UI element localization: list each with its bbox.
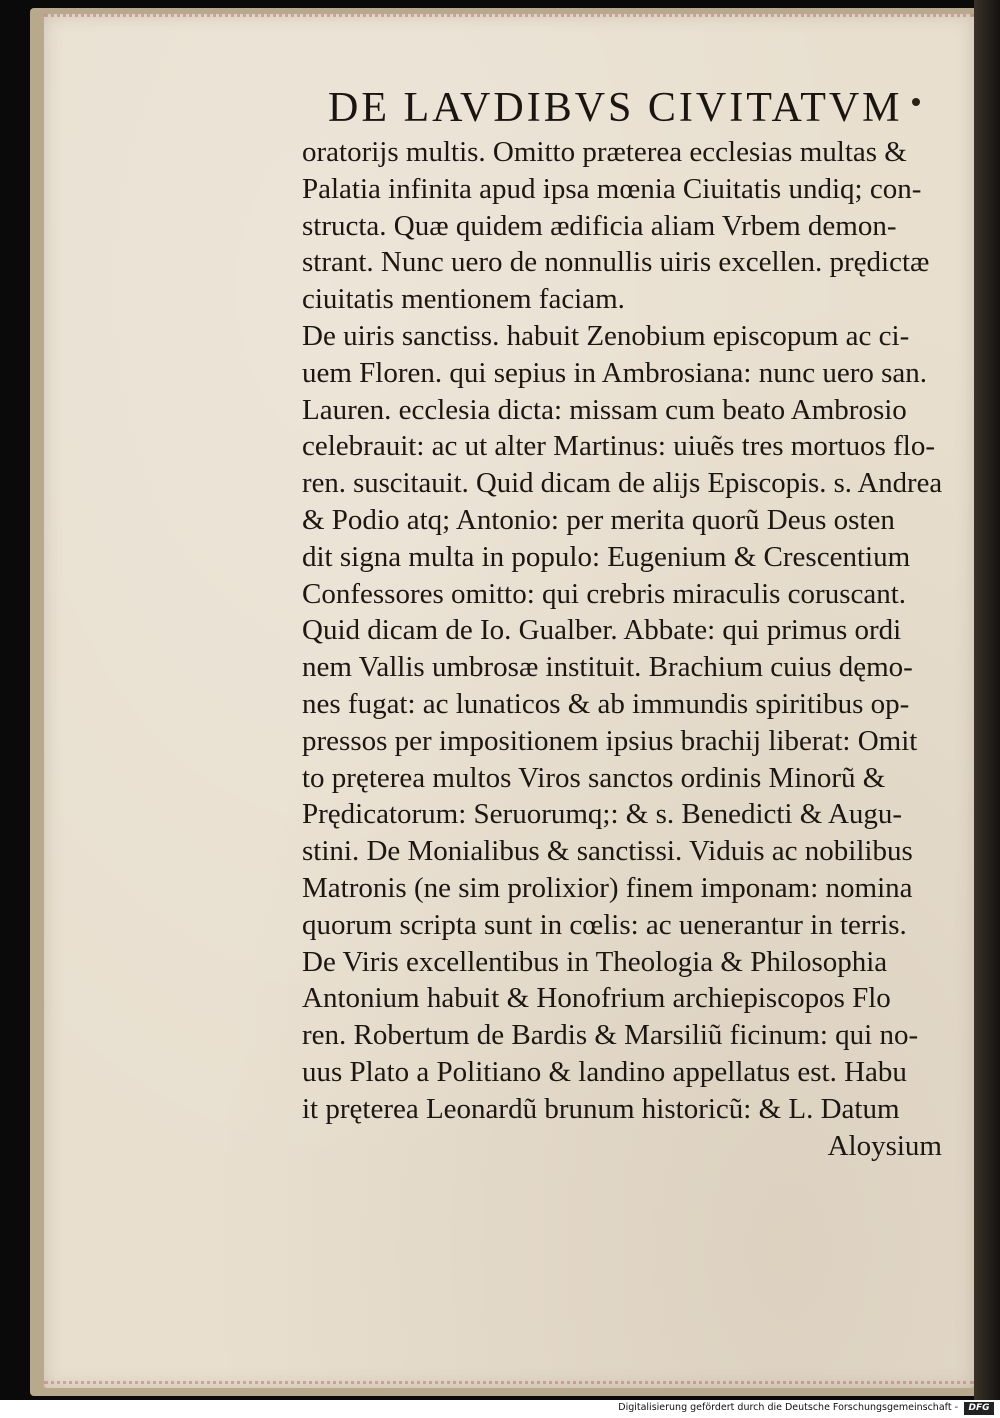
- header-ornament: [912, 98, 920, 106]
- text-line: Quid dicam de Io. Gualber. Abbate: qui primus ordi: [302, 614, 902, 647]
- text-line: celebrauit: ac ut alter Martinus: uiuẽs tres mortuos flo-: [302, 430, 935, 463]
- text-line: & Podio atq; Antonio: per merita quorũ Deus osten: [302, 503, 895, 536]
- text-line: strant. Nunc uero de nonnullis uiris excellen. prędictæ: [302, 246, 930, 279]
- text-line: Lauren. ecclesia dicta: missam cum beato Ambrosio: [302, 393, 907, 426]
- text-line: structa. Quæ quidem ædificia aliam Vrbem demon-: [302, 209, 897, 242]
- text-line: stini. De Monialibus & sanctissi. Viduis ac nobilibus: [302, 835, 913, 868]
- text-line: to pręterea multos Viros sanctos ordinis Minorũ &: [302, 761, 886, 794]
- running-header: DE LAVDIBVS CIVITATVM: [328, 85, 903, 131]
- text-line: ciuitatis mentionem faciam.: [302, 283, 625, 316]
- text-line: pressos per impositionem ipsius brachij liberat: Omit: [302, 724, 918, 757]
- text-line: nem Vallis umbrosæ instituit. Brachium cuius dęmo-: [302, 651, 913, 684]
- footer-bar: [0, 1400, 1000, 1418]
- text-line: Prędicatorum: Seruorumq;: & s. Benedicti & Augu-: [302, 798, 903, 831]
- text-line: oratorijs multis. Omitto præterea ecclesias multas &: [302, 136, 907, 168]
- text-line: ren. Robertum de Bardis & Marsiliũ ficinum: qui no-: [302, 1019, 919, 1052]
- text-line: Confessores omitto: qui crebris miraculis coruscant.: [302, 577, 907, 610]
- text-line: ren. suscitauit. Quid dicam de alijs Episcopis. s. Andrea: [302, 467, 943, 500]
- book-gutter: [974, 0, 1000, 1400]
- text-line: Palatia infinita apud ipsa mœnia Ciuitatis undiq; con-: [302, 172, 922, 205]
- text-line: De Viris excellentibus in Theologia & Philosophia: [302, 945, 888, 978]
- text-line: it pręterea Leonardũ brunum historicũ: & L. Datum: [302, 1092, 900, 1125]
- funding-credit: Digitalisierung gefördert durch die Deutsche Forschungsgemeinschaft -: [618, 1402, 958, 1413]
- text-block: [302, 134, 942, 1164]
- catchword: Aloysium: [827, 1129, 942, 1162]
- text-line: De uiris sanctiss. habuit Zenobium episcopum ac ci-: [302, 319, 910, 352]
- text-line: dit signa multa in populo: Eugenium & Crescentium: [302, 540, 911, 573]
- text-line: uus Plato a Politiano & landino appellatus est. Habu: [302, 1055, 907, 1088]
- text-line: uem Floren. qui sepius in Ambrosiana: nunc uero san.: [302, 356, 928, 389]
- text-line: Antonium habuit & Honofrium archiepiscopos Flo: [302, 982, 891, 1015]
- text-line: nes fugat: ac lunaticos & ab immundis spiritibus op-: [302, 687, 910, 720]
- text-line: quorum scripta sunt in cœlis: ac uenerantur in terris.: [302, 908, 907, 941]
- dfg-logo: DFG: [964, 1402, 994, 1415]
- text-line: Matronis (ne sim prolixior) finem imponam: nomina: [302, 871, 913, 904]
